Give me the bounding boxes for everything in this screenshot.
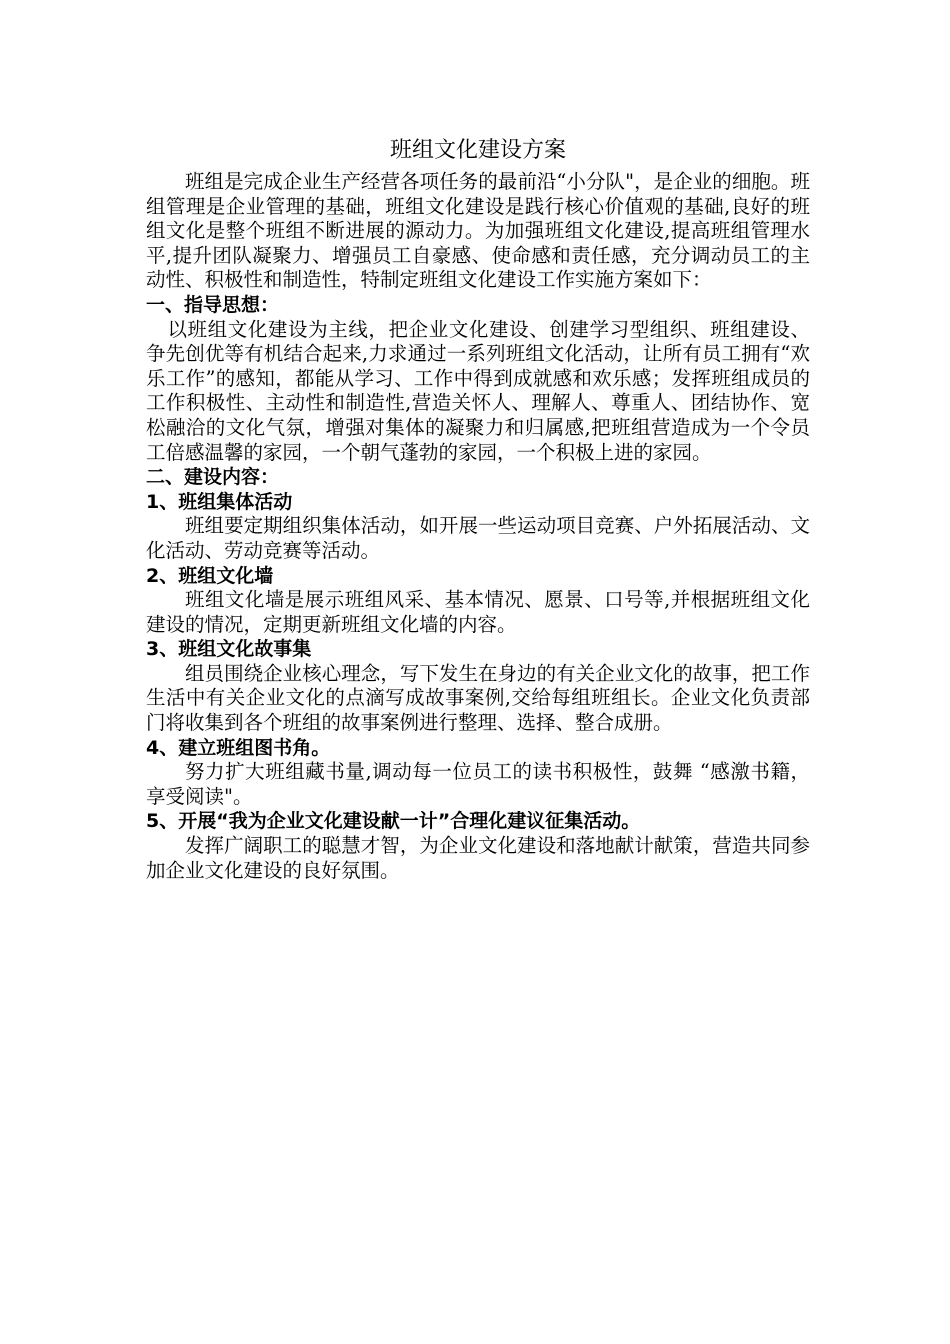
item-heading-story-collection: 3、班组文化故事集 [146, 638, 312, 661]
intro-paragraph: 班组是完成企业生产经营各项任务的最前沿“小分队"，是企业的细胞。班组管理是企业管理的基础，班组文化建设是践行核心价值观的基础,良好的班组文化是整个班组不断进展的源动力。为加强班组文化建设,提高班组管理水平,提升团队凝聚力、增强员工自豪感、使命感和责任感，充分调动员工的主动性、积极性和制造性，特制定班组文化建设工作实施方案如下： [146, 170, 810, 292]
item-body-book-corner: 努力扩大班组藏书量,调动每一位员工的读书积极性，鼓舞 “感激书籍，享受阅读"。 [146, 760, 810, 808]
document-title: 班组文化建设方案 [389, 138, 566, 163]
item-heading-suggestion-campaign: 5、开展“我为企业文化建设献一计”合理化建议征集活动。 [146, 810, 641, 833]
guiding-ideology-paragraph: 以班组文化建设为主线，把企业文化建设、创建学习型组织、班组建设、争先创优等有机结合起来,力求通过一系列班组文化活动，让所有员工拥有“欢乐工作”的感知，都能从学习、工作中得到成就感和欢乐感；发挥班组成员的工作积极性、主动性和制造性,营造关怀人、理解人、尊重人、团结协作、宽松融洽的文化气氛，增强对集体的凝聚力和归属感,把班组营造成为一个令员工倍感温馨的家园，一个朝气蓬勃的家园，一个积极上进的家园。 [146, 317, 810, 464]
item-body-suggestion-campaign: 发挥广阔职工的聪慧才智，为企业文化建设和落地献计献策，营造共同参加企业文化建设的良好氛围。 [146, 834, 810, 882]
item-heading-culture-wall: 2、班组文化墙 [146, 564, 274, 587]
item-heading-book-corner: 4、建立班组图书角。 [146, 736, 331, 759]
item-body-culture-wall: 班组文化墙是展示班组风采、基本情况、愿景、口号等,并根据班组文化建设的情况，定期更新班组文化墙的内容。 [146, 588, 810, 636]
document-page [146, 136, 810, 883]
section-heading-guiding-ideology: 一、指导思想： [146, 293, 280, 316]
item-body-group-activities: 班组要定期组织集体活动，如开展一些运动项目竞赛、户外拓展活动、文化活动、劳动竞赛等活动。 [146, 514, 810, 562]
item-heading-group-activities: 1、班组集体活动 [146, 490, 293, 513]
item-body-story-collection: 组员围绕企业核心理念，写下发生在身边的有关企业文化的故事，把工作生活中有关企业文化的点滴写成故事案例,交给每组班组长。企业文化负责部门将收集到各个班组的故事案例进行整理、选择、整合成册。 [146, 661, 810, 735]
section-heading-construction-content: 二、建设内容： [146, 466, 280, 489]
